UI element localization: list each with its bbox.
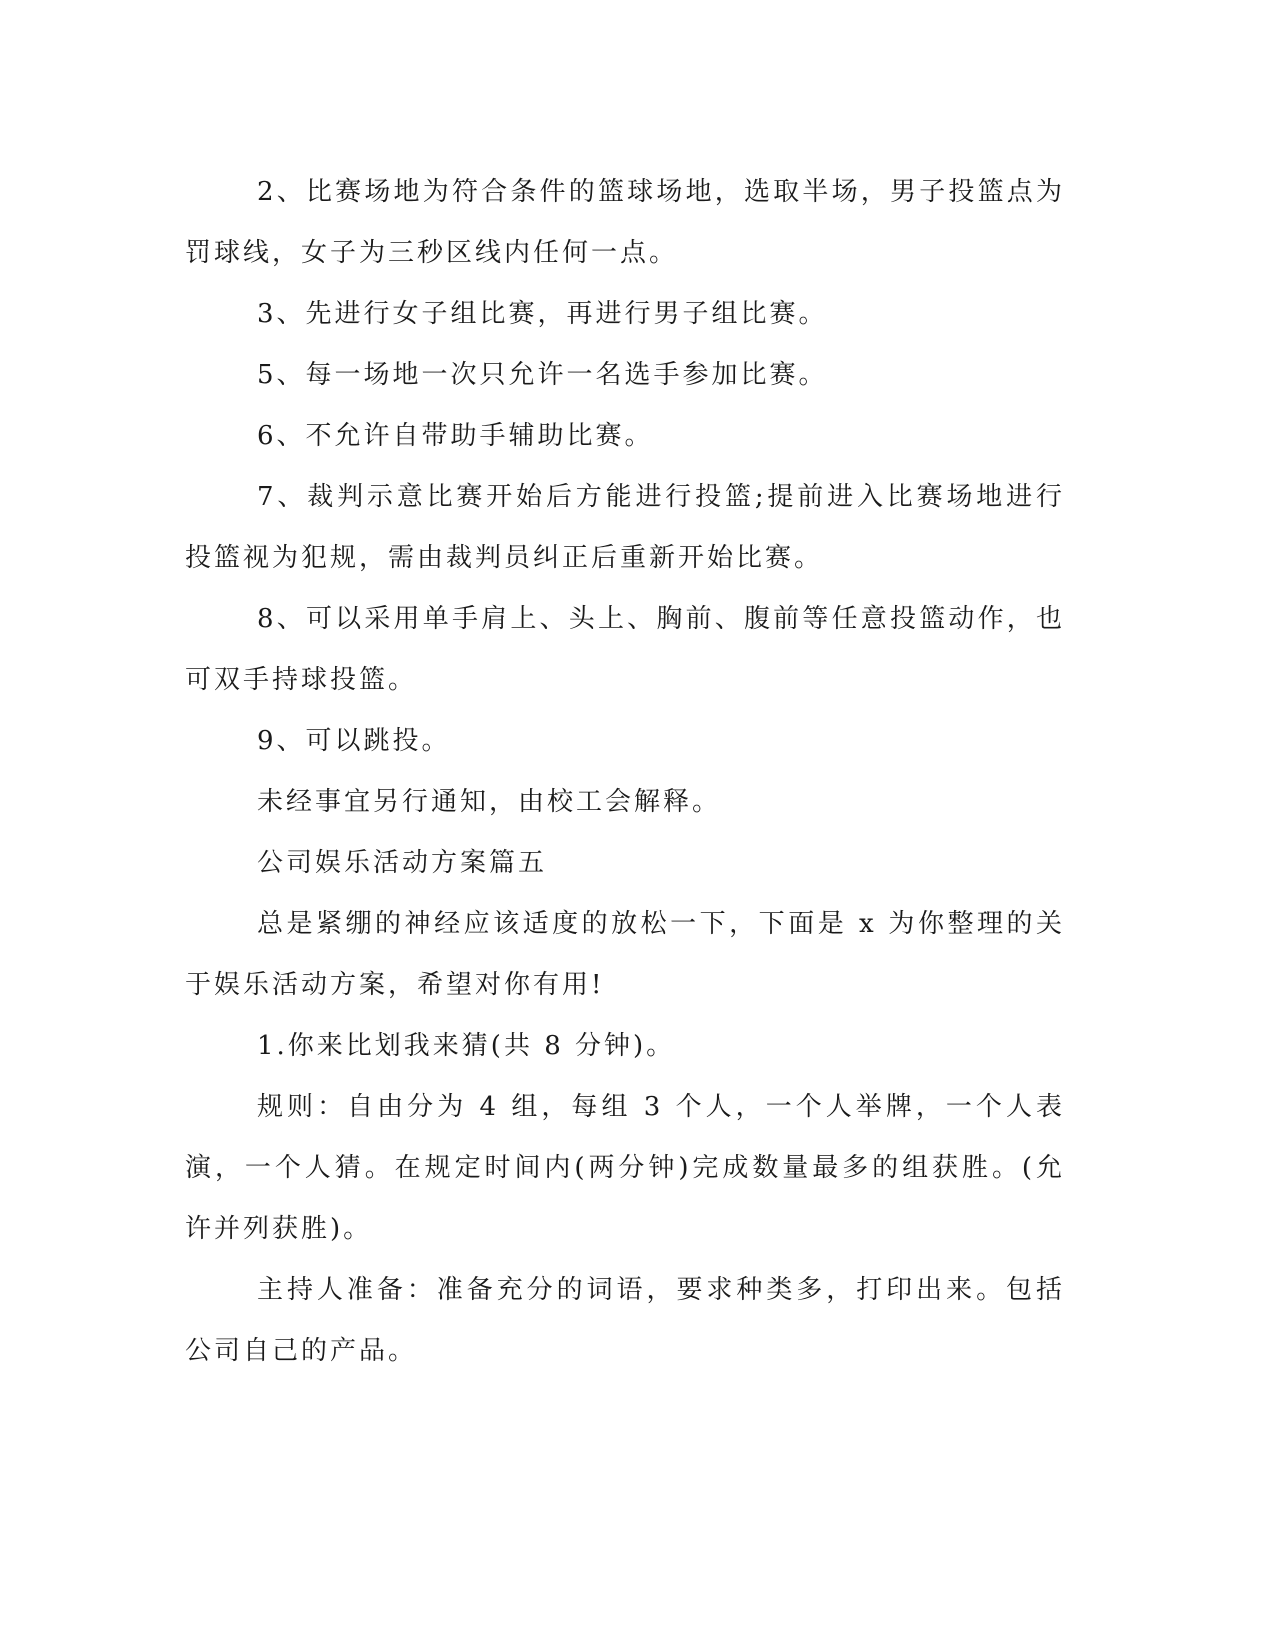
paragraph-rules: 规则：自由分为 4 组，每组 3 个人，一个人举牌，一个人表演，一个人猜。在规定时间内(两分钟)完成数量最多的组获胜。(允许并列获胜)。 xyxy=(185,1092,1065,1244)
paragraph-rule-8: 8、可以采用单手肩上、头上、胸前、腹前等任意投篮动作，也可双手持球投篮。 xyxy=(185,604,1065,695)
paragraph-rule-7: 7、裁判示意比赛开始后方能进行投篮;提前进入比赛场地进行投篮视为犯规，需由裁判员纠正后重新开始比赛。 xyxy=(185,482,1065,573)
paragraph-host-prep: 主持人准备：准备充分的词语，要求种类多，打印出来。包括公司自己的产品。 xyxy=(185,1275,1065,1366)
paragraph-activity-1: 1.你来比划我来猜(共 8 分钟)。 xyxy=(257,1031,676,1061)
document-body xyxy=(185,162,1065,1382)
paragraph-intro: 总是紧绷的神经应该适度的放松一下，下面是 x 为你整理的关于娱乐活动方案，希望对你有用! xyxy=(185,909,1065,1000)
paragraph-note: 未经事宜另行通知，由校工会解释。 xyxy=(257,787,722,817)
paragraph-rule-3: 3、先进行女子组比赛，再进行男子组比赛。 xyxy=(257,299,828,329)
paragraph-rule-2: 2、比赛场地为符合条件的篮球场地，选取半场，男子投篮点为罚球线，女子为三秒区线内任何一点。 xyxy=(185,177,1065,268)
paragraph-rule-5: 5、每一场地一次只允许一名选手参加比赛。 xyxy=(257,360,828,390)
section-heading: 公司娱乐活动方案篇五 xyxy=(257,848,548,878)
paragraph-rule-9: 9、可以跳投。 xyxy=(257,726,451,756)
paragraph-rule-6: 6、不允许自带助手辅助比赛。 xyxy=(257,421,654,451)
